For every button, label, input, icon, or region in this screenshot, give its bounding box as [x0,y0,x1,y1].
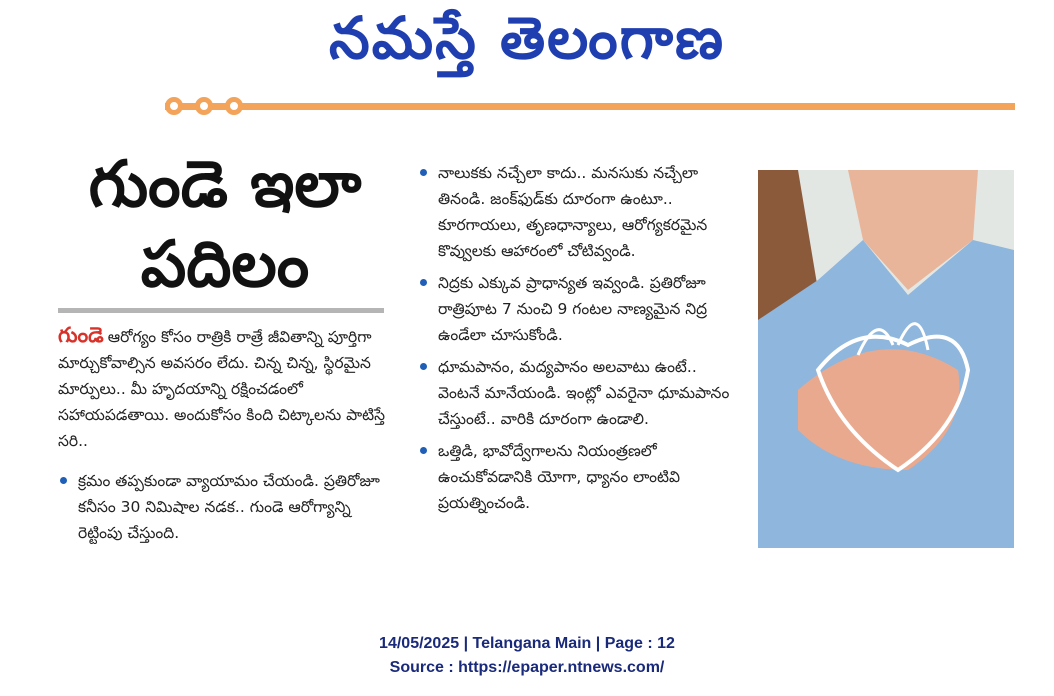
tip-text: నిద్రకు ఎక్కువ ప్రాధాన్యత ఇవ్వండి. ప్రతిరోజూ రాత్రిపూట 7 నుంచి 9 గంటల నాణ్యమైన నిద్ర ఉండేలా చూసుకోండి. [438,274,708,344]
intro-lead-word: గుండె [58,323,104,347]
bullet-icon [420,447,427,454]
headline-line: పదిలం [140,228,310,302]
list-item [418,270,738,348]
list-item [58,468,388,546]
circle-ornament [195,97,213,115]
headline-line: గుండె ఇలా [88,148,362,222]
article-headline [60,145,390,305]
tip-text: నాలుకకు నచ్చేలా కాదు.. మనసుకు నచ్చేలా తినండి. జంక్‌ఫుడ్‌కు దూరంగా ఉంటూ.. కూరగాయలు, తృణధాన్యాలు, ఆరోగ్యకరమైన కొవ్వులకు ఆహారంలో చోటివ్వండి. [438,164,708,260]
heart-hands-illustration [758,170,1014,548]
tips-list-left [58,468,388,552]
list-item [418,438,738,516]
tip-text: క్రమం తప్పకుండా వ్యాయామం చేయండి. ప్రతిరోజూ కనీసం 30 నిమిషాల నడక.. గుండె ఆరోగ్యాన్ని రెట్టింపు చేస్తుంది. [78,472,380,542]
article-intro [58,322,388,454]
headline-divider [58,308,384,313]
list-item [418,354,738,432]
footer-date-line: 14/05/2025 | Telangana Main | Page : 12 [379,635,675,652]
tips-list-right [418,160,738,522]
bullet-icon [420,169,427,176]
page-footer [0,632,1054,680]
decorative-rule [165,97,1015,125]
masthead-title: నమస్తే తెలంగాణ [329,4,725,72]
tip-text: ఒత్తిడి, భావోద్వేగాలను నియంత్రణలో ఉంచుకోవడానికి యోగా, ధ్యానం లాంటివి ప్రయత్నించండి. [438,442,681,512]
article-photo [758,170,1014,548]
circle-ornament [165,97,183,115]
list-item [418,160,738,264]
bullet-icon [420,279,427,286]
bullet-icon [420,363,427,370]
footer-source-line: Source : https://epaper.ntnews.com/ [389,659,665,676]
orange-divider [165,103,1015,110]
circle-ornament [225,97,243,115]
tip-text: ధూమపానం, మద్యపానం అలవాటు ఉంటే.. వెంటనే మానేయండి. ఇంట్లో ఎవరైనా ధూమపానం చేస్తుంటే.. వారికి దూరంగా ఉండాలి. [438,358,730,428]
bullet-icon [60,477,67,484]
intro-text: ఆరోగ్యం కోసం రాత్రికి రాత్రే జీవితాన్ని పూర్తిగా మార్చుకోవాల్సిన అవసరం లేదు. చిన్న చిన్న, స్థిరమైన మార్పులు.. మీ హృదయాన్ని రక్షించడంలో సహాయపడతాయి. అందుకోసం కింది చిట్కాలను పాటిస్తే సరి.. [58,328,386,450]
